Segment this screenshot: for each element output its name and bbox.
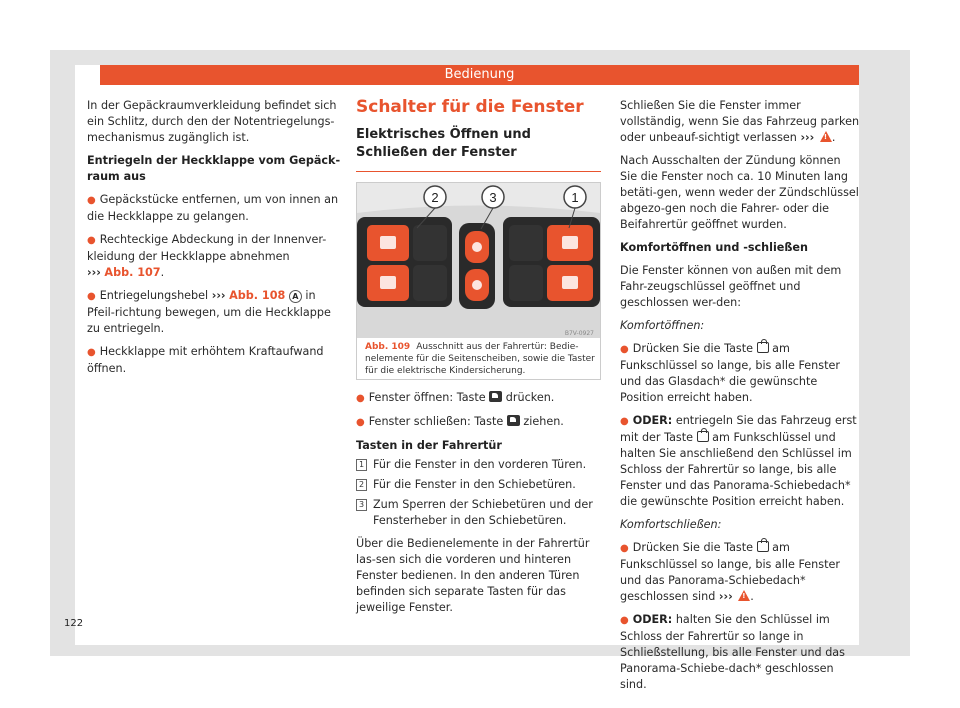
window-switch-illustration (357, 183, 600, 338)
arrows-icon: ››› (718, 590, 733, 603)
bullet-dot: ● (620, 543, 629, 554)
figure-link[interactable]: Abb. 108 (229, 289, 286, 302)
lock-key-icon (757, 541, 769, 552)
list-item: ● Drücken Sie die Taste am Funkschlüssel so lange, bis alle Fenster und das Glasdach* die gewünschte Position erreicht haben. (620, 342, 840, 404)
list-item: ● Rechteckige Abdeckung in der Innenver-kleidung der Heckklappe abnehmen ››› Abb. 107. (87, 233, 327, 279)
sub-title: Elektrisches Öffnen und Schließen der Fenster (356, 126, 601, 172)
unlock-key-icon (697, 431, 709, 442)
comfort-heading: Komfortöffnen und -schließen (620, 241, 808, 254)
paragraph: Nach Ausschalten der Zündung können Sie die Fenster noch ca. 10 Minuten lang betäti-gen, wenn weder der Zündschlüssel abgezo-gen noch die Fahrer- oder die Beifahrertür geöffnet wurden. (620, 154, 859, 231)
unlock-key-icon (757, 342, 769, 353)
outro-paragraph: Über die Bedienelemente in der Fahrertür las-sen sich die vorderen und hinteren Fenster bedienen. In den anderen Türen befinden sich separate Tasten für das jeweilige Fenster. (356, 537, 590, 614)
key-row: 2 Für die Fenster in den Schiebetüren. (356, 477, 601, 493)
bullet-dot: ● (87, 195, 96, 206)
figure-109 (356, 182, 601, 380)
paragraph: Schließen Sie die Fenster immer vollständig, wenn Sie das Fahrzeug parken oder unbeauf-sichtigt verlassen ››› ! . (620, 98, 860, 146)
page-header: Bedienung (100, 65, 859, 85)
comfort-close-label: Komfortschließen: (620, 518, 722, 531)
bullet-dot: ● (620, 344, 629, 355)
figure-caption (365, 341, 595, 377)
column-right (620, 98, 860, 700)
figure-link[interactable]: Abb. 107 (104, 266, 161, 279)
window-switch-icon (507, 415, 520, 426)
bullet-dot: ● (87, 291, 96, 302)
list-item: ● Fenster schließen: Taste ziehen. (356, 415, 564, 428)
figure-caption-text: Ausschnitt aus der Fahrertür: Bedie-nelemente für die Seitenscheiben, sowie die Taster für die elektrische Kindersicherung. (365, 342, 595, 376)
bullet-dot: ● (87, 347, 96, 358)
list-item: ● ODER: entriegeln Sie das Fahrzeug erst mit der Taste am Funkschlüssel und halten Sie anschließend den Schlüssel im Schloss der Fahrertür so lange, bis alle Fenster und das Panorama-Schiebedach* die gewünschte Position erreicht haben. (620, 414, 857, 508)
number-badge: 3 (356, 499, 367, 511)
column-left (87, 98, 342, 384)
page-number: 122 (64, 618, 84, 629)
bullet-dot: ● (620, 416, 629, 427)
callout-1: 1 (571, 190, 579, 205)
callout-2: 2 (431, 190, 439, 205)
keys-heading: Tasten in der Fahrertür (356, 439, 502, 452)
list-item: ● Heckklappe mit erhöhtem Kraftaufwand öffnen. (87, 345, 324, 375)
number-badge: 1 (356, 459, 367, 471)
intro-paragraph: In der Gepäckraumverkleidung befindet sich ein Schlitz, durch den der Notentriegelungs-mechanismus zugänglich ist. (87, 99, 337, 144)
marker-a: A (289, 290, 302, 303)
paragraph: Die Fenster können von außen mit dem Fahr-zeugschlüssel geöffnet und geschlossen wer-den: (620, 264, 842, 309)
list-item: ● Drücken Sie die Taste am Funkschlüssel so lange, bis alle Fenster und das Panorama-Schiebedach* geschlossen sind ››› ! . (620, 540, 860, 605)
list-item: ● ODER: halten Sie den Schlüssel im Schloss der Fahrertür so lange in Schließstellung, bis alle Fenster und das Panorama-Schiebe-dach* geschlossen sind. (620, 613, 845, 691)
window-switch-icon (489, 391, 502, 402)
bullet-dot: ● (356, 417, 365, 428)
warning-icon (738, 590, 750, 601)
list-item: ● Gepäckstücke entfernen, um von innen an die Heckklappe zu gelangen. (87, 193, 339, 223)
comfort-open-label: Komfortöffnen: (620, 319, 705, 332)
list-item: ● Entriegelungshebel ››› Abb. 108 A in Pfeil-richtung bewegen, um die Heckklappe zu entriegeln. (87, 289, 331, 335)
bullet-dot: ● (356, 393, 365, 404)
list-item: ● Fenster öffnen: Taste drücken. (356, 391, 555, 404)
figure-label: Abb. 109 (365, 342, 411, 352)
callout-3: 3 (489, 190, 497, 205)
window-switch-image (357, 183, 600, 338)
number-badge: 2 (356, 479, 367, 491)
arrows-icon: ››› (87, 266, 101, 279)
bullet-dot: ● (620, 615, 629, 626)
key-row: 3 Zum Sperren der Schiebetüren und der Fensterheber in den Schiebetüren. (356, 497, 601, 529)
figure-code: B7V-0927 (564, 330, 594, 337)
bullet-dot: ● (87, 235, 96, 246)
arrows-icon: ››› (211, 289, 226, 302)
arrows-icon: ››› (800, 131, 815, 144)
column-middle (356, 98, 601, 623)
section-title: Schalter für die Fenster (356, 97, 584, 117)
key-row: 1 Für die Fenster in den vorderen Türen. (356, 457, 601, 473)
warning-icon (820, 131, 832, 142)
unlock-heading: Entriegeln der Heckklappe vom Gepäck-raum aus (87, 154, 341, 183)
